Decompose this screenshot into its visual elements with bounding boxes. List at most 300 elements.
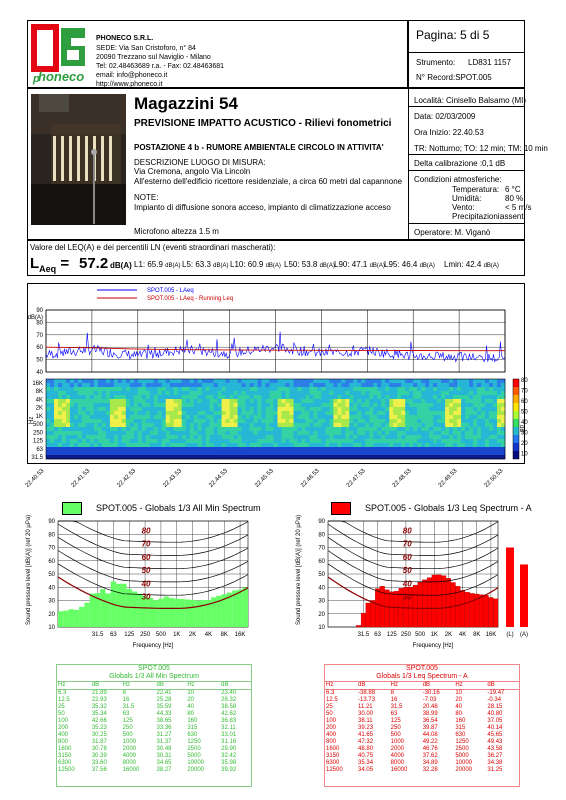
spectrogram-cell [485,411,489,415]
table-cell: 38.99 [422,711,438,717]
spectrogram-cell [313,403,317,407]
spectrogram-cell [54,423,58,427]
spectrogram-cell [162,395,166,399]
spectrogram-cell [150,435,154,439]
spectrogram-cell [170,395,174,399]
spectrogram-cell [345,423,349,427]
page-number: Pagina: 5 di 5 [416,28,490,42]
spectrogram-cell [230,403,234,407]
table-cell: 10 [187,690,194,696]
spectrogram-cell [485,431,489,435]
spectrogram-cell [389,447,393,451]
spectrogram-cell [317,415,321,419]
equal-loudness-label: 80 [402,526,412,536]
table-cell: 49.22 [422,739,438,745]
spectrogram-cell [202,383,206,387]
spectrogram-cell [62,383,66,387]
spectrogram-cell [329,439,333,443]
spectrogram-cell [170,435,174,439]
spectrogram-cell [254,447,258,451]
spectrogram-cell [441,439,445,443]
spectrogram-cell [357,403,361,407]
spectrum-bar [169,598,174,627]
spectrogram-cell [373,399,377,403]
spectrogram-cell [282,423,286,427]
spectrogram-cell [170,443,174,447]
spectrogram-cell [174,435,178,439]
spectrogram-cell [413,411,417,415]
spectrogram-cell [333,415,337,419]
spectrogram-cell [186,455,190,459]
spectrogram-cell [421,379,425,383]
spectrogram-cell [146,439,150,443]
spectrogram-cell [226,435,230,439]
spectrogram-cell [54,435,58,439]
spectrogram-cell [222,455,226,459]
spectrogram-cell [250,435,254,439]
spectrogram-cell [353,435,357,439]
spectrogram-cell [202,403,206,407]
spectrogram-cell [445,427,449,431]
spectrogram-cell [238,383,242,387]
spectrogram-cell [286,431,290,435]
table-cell: 1250 [187,739,201,745]
spectrogram-cell [341,419,345,423]
spectrogram-cell [242,407,246,411]
spectrogram-cell [437,395,441,399]
spectrogram-cell [134,383,138,387]
spectrogram-cell [417,395,421,399]
table-cell: 4000 [122,753,137,759]
spectrogram-cell [469,391,473,395]
spectrogram-cell [166,423,170,427]
spectrogram-cell [202,415,206,419]
postazione: POSTAZIONE 4 b - RUMORE AMBIENTALE CIRCOLO IN ATTIVITA' [134,143,384,152]
spectrogram-cell [365,439,369,443]
spectrogram-cell [66,395,70,399]
table-cell: 8000 [390,760,405,766]
spectrogram-cell [186,383,190,387]
spectrogram-cell [154,403,158,407]
spectrogram-cell [294,403,298,407]
table-cell: 6300 [58,760,72,766]
table-cell: 5000 [187,753,201,759]
table-cell: 32.42 [221,753,237,759]
spectrogram-cell [337,451,341,455]
spectrogram-cell [182,415,186,419]
spectrogram-cell [162,407,166,411]
spectrogram-cell [461,451,465,455]
table-header-cell: Hz [390,682,422,690]
spectrogram-cell [250,387,254,391]
spectrogram-cell [298,407,302,411]
spectrogram-cell [230,455,234,459]
spectrogram-cell [74,455,78,459]
spectrogram-cell [246,435,250,439]
spectrogram-cell [178,399,182,403]
condizioni-label: Condizioni atmosferiche: [414,175,502,184]
left-legend-label: SPOT.005 - Globals 1/3 All Min Spectrum [96,503,261,513]
spectrogram-cell [110,427,114,431]
spectrogram-cell [162,443,166,447]
spectrogram-cell [90,415,94,419]
spectrogram-cell [86,395,90,399]
spectrogram-cell [86,387,90,391]
spectrogram-cell [385,391,389,395]
spectrogram-cell [465,447,469,451]
spectrogram-cell [445,439,449,443]
spectrogram-cell [234,423,238,427]
spectrogram-cell [98,431,102,435]
spectrogram-cell [357,415,361,419]
spectrogram-cell [210,455,214,459]
spectrogram-cell [361,415,365,419]
spectrogram-cell [158,423,162,427]
spectrogram-cell [158,431,162,435]
spectrogram-cell [377,407,381,411]
spectrogram-cell [182,387,186,391]
spectrogram-cell [286,383,290,387]
equal-loudness-label: 60 [141,552,151,562]
table-cell: -19.47 [487,690,505,696]
spectrum-global-bar [520,564,528,627]
spectrogram-cell [210,379,214,383]
spectrogram-cell [50,435,54,439]
spectrogram-cell [429,415,433,419]
spectrogram-cell [321,407,325,411]
spectrogram-cell [130,423,134,427]
spectrogram-cell [150,427,154,431]
spectrogram-cell [385,415,389,419]
spectrogram-cell [317,395,321,399]
spectrogram-cell [309,431,313,435]
spectrogram-cell [74,387,78,391]
spectrogram-cell [102,427,106,431]
spectrogram-cell [170,383,174,387]
spectrogram-cell [278,455,282,459]
spectrogram-cell [94,439,98,443]
spectrogram-cell [202,447,206,451]
spectrogram-cell [270,419,274,423]
spectrogram-cell [461,411,465,415]
table-cell: 30.00 [358,711,374,717]
site-photo [31,94,126,225]
spectrogram-cell [489,399,493,403]
spectrogram-cell [66,455,70,459]
spectrogram-cell [349,383,353,387]
table-row [57,732,251,739]
spectrogram-cell [365,435,369,439]
spectrogram-cell [294,435,298,439]
spectrogram-cell [405,439,409,443]
spectrogram-cell [286,451,290,455]
spectrogram-cell [230,423,234,427]
spectrogram-cell [345,411,349,415]
spectrogram-cell [294,391,298,395]
spectrogram-cell [465,439,469,443]
spectrogram-cell [349,403,353,407]
table-header-cell: Hz [325,682,357,690]
spectrogram-cell [489,455,493,459]
spectrogram-cell [174,443,178,447]
table-cell: 100 [58,718,69,724]
spectrogram-cell [50,427,54,431]
spectrogram-cell [250,415,254,419]
spectrogram-cell [166,403,170,407]
spectrogram-cell [94,419,98,423]
spectrum-bar [356,625,361,627]
spectrum-bar [437,575,442,627]
spectrogram-cell [473,387,477,391]
spectrogram-cell [174,399,178,403]
spectrogram-cell [345,395,349,399]
spectrogram-cell [501,455,505,459]
spectrogram-cell [489,427,493,431]
spectrogram-cell [405,423,409,427]
spectrogram-cell [186,387,190,391]
spectrogram-cell [278,419,282,423]
spectrogram-cell [489,451,493,455]
spectrogram-cell [162,435,166,439]
spectrogram-cell [154,443,158,447]
spectrogram-cell [393,399,397,403]
spectrogram-cell [417,431,421,435]
spectrogram-cell [266,435,270,439]
spectrogram-cell [278,391,282,395]
spectrogram-cell [118,391,122,395]
spectrogram-cell [377,399,381,403]
spectrogram-cell [485,379,489,383]
table-cell: 400 [58,732,69,738]
spectrogram-cell [385,447,389,451]
spectrogram-cell [373,395,377,399]
spectrogram-cell [182,455,186,459]
spectrum-ytick: 60 [48,558,55,565]
spectrogram-cell [373,443,377,447]
spectrogram-cell [198,423,202,427]
spectrogram-cell [258,455,262,459]
spectrogram-cell [250,439,254,443]
spectrogram-cell [122,395,126,399]
table-cell: 315 [455,725,466,731]
spectrogram-cell [433,443,437,447]
spectrogram-cell [377,439,381,443]
equal-loudness-label: 40 [402,579,412,589]
spectrogram-cell [453,447,457,451]
spectrogram-cell [250,455,254,459]
spectrogram-cell [437,443,441,447]
spectrogram-cell [501,439,505,443]
spectrogram-cell [262,407,266,411]
spectrogram-cell [421,415,425,419]
spectrogram-cell [182,419,186,423]
spectrogram-cell [337,439,341,443]
valore-line: Valore del LEQ(A) e dei percentili LN (eventi straordinari mascherati): [30,243,276,252]
spectrogram-cell [393,443,397,447]
spectrogram-cell [66,387,70,391]
spectrogram-cell [377,443,381,447]
spectrogram-cell [373,431,377,435]
spectrogram-cell [170,387,174,391]
spectrogram-cell [473,455,477,459]
spectrogram-cell [70,423,74,427]
spectrogram-cell [381,451,385,455]
spectrogram-cell [321,419,325,423]
spectrogram-cell [337,431,341,435]
spectrogram-cell [274,423,278,427]
spectrogram-cell [433,419,437,423]
table-cell: 8 [390,690,394,696]
spectrogram-cell [325,419,329,423]
spectrogram-cell [485,443,489,447]
spectrogram-cell [106,455,110,459]
spectrogram-cell [230,383,234,387]
spectrogram-cell [246,383,250,387]
spectrogram-cell [385,431,389,435]
spectrogram-cell [465,383,469,387]
spectrogram-cell [349,439,353,443]
spectrogram-cell [154,383,158,387]
spectrogram-cell [445,391,449,395]
spectrogram-cell [305,399,309,403]
spectrogram-cell [118,395,122,399]
spectrogram-cell [150,419,154,423]
table-cell: 800 [326,739,337,745]
spectrogram-cell [234,447,238,451]
spectrogram-cell [198,407,202,411]
strumento-value: LD831 1157 [468,58,511,67]
spectrogram-cell [453,451,457,455]
spectrum-xtick: 1K [173,632,181,638]
table-cell: 10000 [187,760,204,766]
spectrogram-cell [130,383,134,387]
spectrogram-cell [274,439,278,443]
color-scale-tick: 10 [521,451,528,458]
table-cell: 30.25 [91,732,107,738]
spectrogram-cell [305,407,309,411]
spectrogram-cell [305,439,309,443]
spectrogram-cell [266,395,270,399]
spectrum-bar [190,600,195,627]
spectrogram-cell [333,407,337,411]
spectrum-bar [375,589,380,627]
spectrogram-cell [301,383,305,387]
spectrogram-cell [222,395,226,399]
spectrum-ytick: 20 [48,611,55,618]
spectrogram-cell [98,451,102,455]
spectrogram-cell [174,423,178,427]
spectrogram-cell [413,379,417,383]
spectrogram-cell [369,391,373,395]
spectrogram-cell [226,431,230,435]
spectrogram-cell [425,447,429,451]
table-cell: 33.60 [91,760,107,766]
spectrogram-cell [206,399,210,403]
spectrogram-cell [202,419,206,423]
spectrogram-cell [445,435,449,439]
spectrogram-cell [349,427,353,431]
spectrogram-cell [102,387,106,391]
spectrogram-cell [313,443,317,447]
spectrogram-cell [409,443,413,447]
spectrogram-cell [246,391,250,395]
spectrogram-cell [258,435,262,439]
spectrogram-cell [62,423,66,427]
spectrogram-cell [425,383,429,387]
spectrogram-cell [170,455,174,459]
spectrogram-cell [501,399,505,403]
spectrogram-cell [122,403,126,407]
spectrogram-cell [214,411,218,415]
localita: Località: Cinisello Balsamo (MI) [414,96,527,105]
spectrogram-cell [290,379,294,383]
spectrogram-cell [78,435,82,439]
spectrogram-cell [417,415,421,419]
spectrogram-cell [481,403,485,407]
spectrogram-cell [313,427,317,431]
spectrogram-cell [222,423,226,427]
spectrum-bar [460,590,465,627]
spectrogram-cell [309,423,313,427]
spectrogram-cell [333,455,337,459]
spectrogram-cell [309,395,313,399]
spectrogram-cell [437,455,441,459]
spectrogram-cell [417,407,421,411]
spectrogram-cell [162,451,166,455]
time-ytick: 50 [36,357,43,364]
spectrogram-cell [449,379,453,383]
table-cell: 80 [455,711,462,717]
table-cell: 1250 [455,739,469,745]
spectrogram-cell [194,423,198,427]
spectrogram-cell [345,443,349,447]
spectrogram-cell [250,399,254,403]
spectrogram-cell [401,423,405,427]
color-scale-band [513,443,519,451]
spectrogram-cell [501,407,505,411]
spectrogram-cell [409,423,413,427]
spectrogram-cell [278,435,282,439]
spectrogram-cell [465,403,469,407]
spectrogram-cell [290,415,294,419]
spectrogram-cell [481,415,485,419]
spectrogram-cell [262,447,266,451]
spectrogram-cell [258,443,262,447]
spectrogram-cell [381,455,385,459]
spectrogram-cell [182,427,186,431]
spectrogram-cell [66,431,70,435]
spectrogram-cell [278,411,282,415]
spectrogram-cell [465,411,469,415]
spectrogram-cell [381,407,385,411]
spectrogram-cell [485,451,489,455]
spectrogram-cell [373,451,377,455]
spectrogram-cell [250,411,254,415]
spectrogram-cell [266,431,270,435]
spectrogram-cell [333,411,337,415]
spectrogram-cell [337,403,341,407]
spectrogram-cell [262,419,266,423]
spectrogram-cell [377,383,381,387]
spectrogram-cell [274,451,278,455]
spectrogram-cell [50,455,54,459]
spectrogram-cell [62,387,66,391]
spectrogram-cell [86,399,90,403]
equal-loudness-label: 50 [402,566,412,575]
spectrogram-cell [421,411,425,415]
spectrogram-cell [361,431,365,435]
spectrogram-cell [493,383,497,387]
